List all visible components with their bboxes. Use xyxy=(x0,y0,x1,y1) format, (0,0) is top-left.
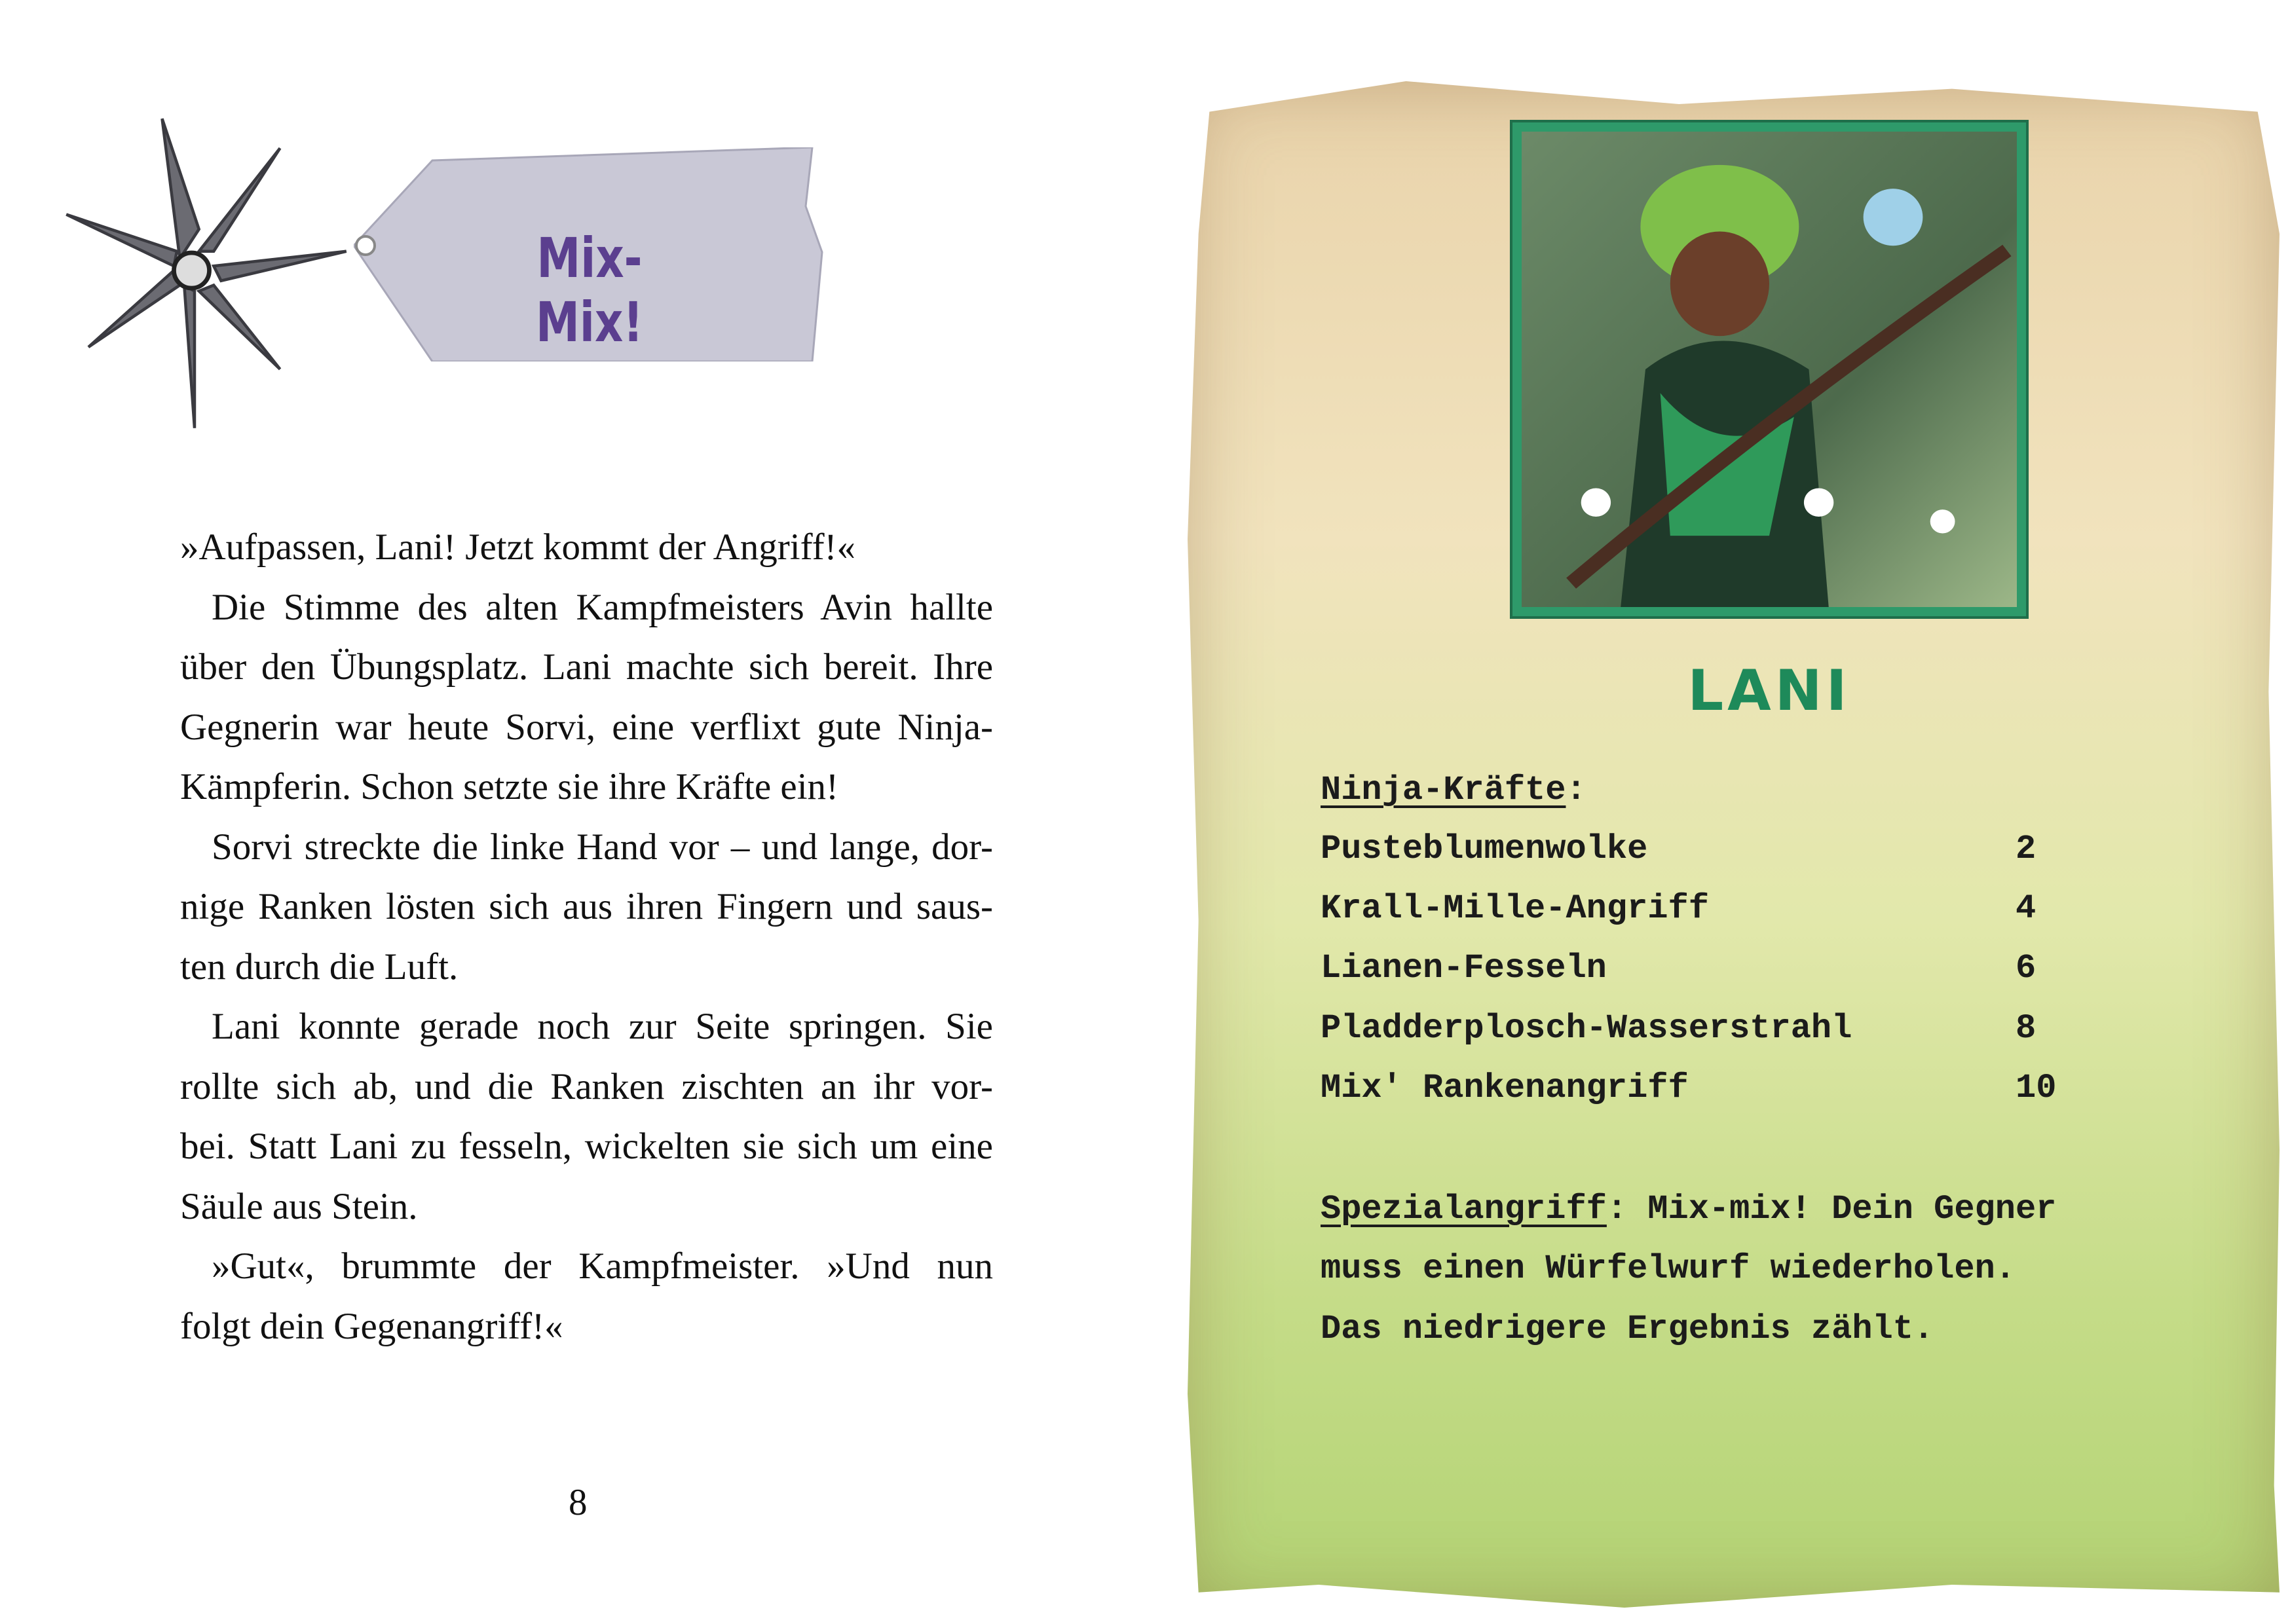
story-line: Die Stimme des alten Kampfmeisters Avin hallte xyxy=(212,586,993,628)
powers-colon: : xyxy=(1566,771,1586,809)
special-heading: Spezialangriff xyxy=(1321,1190,1607,1228)
story-line: ten durch die Luft. xyxy=(180,946,459,987)
tag-label: Mix-Mix! xyxy=(536,226,643,354)
powers-heading xyxy=(1321,761,2067,820)
story-line: Kämpferin. Schon setzte sie ihre Kräfte ein! xyxy=(180,766,839,807)
power-name: Pladderplosch-Wasserstrahl xyxy=(1321,1009,1852,1048)
character-name: LANI xyxy=(1687,658,1851,724)
power-value: 2 xyxy=(2016,830,2037,868)
power-name: Lianen-Fesseln xyxy=(1321,949,1607,987)
power-row xyxy=(1321,939,2067,998)
story-line: Lani konnte gerade noch zur Seite springen. Sie xyxy=(212,1006,993,1047)
page-number: 8 xyxy=(569,1482,588,1523)
story-line: folgt dein Gegenangriff!« xyxy=(180,1305,563,1347)
shuriken-icon xyxy=(59,111,354,435)
power-name: Pusteblumenwolke xyxy=(1321,830,1648,868)
power-value: 8 xyxy=(2016,1009,2037,1048)
story-line: über den Übungsplatz. Lani machte sich bereit. Ihre xyxy=(180,646,993,688)
story-line: »Aufpassen, Lani! Jetzt kommt der Angriff!« xyxy=(180,526,856,568)
power-value: 10 xyxy=(2016,1069,2057,1107)
power-value: 6 xyxy=(2016,949,2037,987)
story-line: Gegnerin war heute Sorvi, eine verflixt gute Ninja- xyxy=(180,706,993,748)
special-text: : Mix-mix! Dein Gegner xyxy=(1606,1190,2057,1228)
story-line: rollte sich ab, und die Ranken zischten an ihr vor- xyxy=(180,1065,993,1107)
power-row xyxy=(1321,820,2067,879)
story-line: bei. Statt Lani zu fesseln, wickelten sie sich um eine xyxy=(180,1126,993,1167)
special-line: muss einen Würfelwurf wiederholen. xyxy=(1321,1249,2016,1288)
power-name: Krall-Mille-Angriff xyxy=(1321,889,1709,928)
power-row xyxy=(1321,879,2067,938)
special-line: Das niedrigere Ergebnis zählt. xyxy=(1321,1310,1934,1348)
story-line: Säule aus Stein. xyxy=(180,1185,418,1227)
power-row xyxy=(1321,999,2067,1058)
story-line: »Gut«, brummte der Kampfmeister. »Und nun xyxy=(212,1246,993,1287)
story-line: nige Ranken lösten sich aus ihren Fingern und saus- xyxy=(180,886,993,927)
powers-heading-text: Ninja-Kräfte xyxy=(1321,771,1566,809)
story-line: Sorvi streckte die linke Hand vor – und lange, dor- xyxy=(212,826,993,868)
character-portrait xyxy=(1512,122,2026,616)
story-text xyxy=(180,517,993,1356)
power-row xyxy=(1321,1059,2067,1118)
special-line xyxy=(1321,1180,2172,1239)
power-name: Mix' Rankenangriff xyxy=(1321,1069,1689,1107)
power-value: 4 xyxy=(2016,889,2037,928)
